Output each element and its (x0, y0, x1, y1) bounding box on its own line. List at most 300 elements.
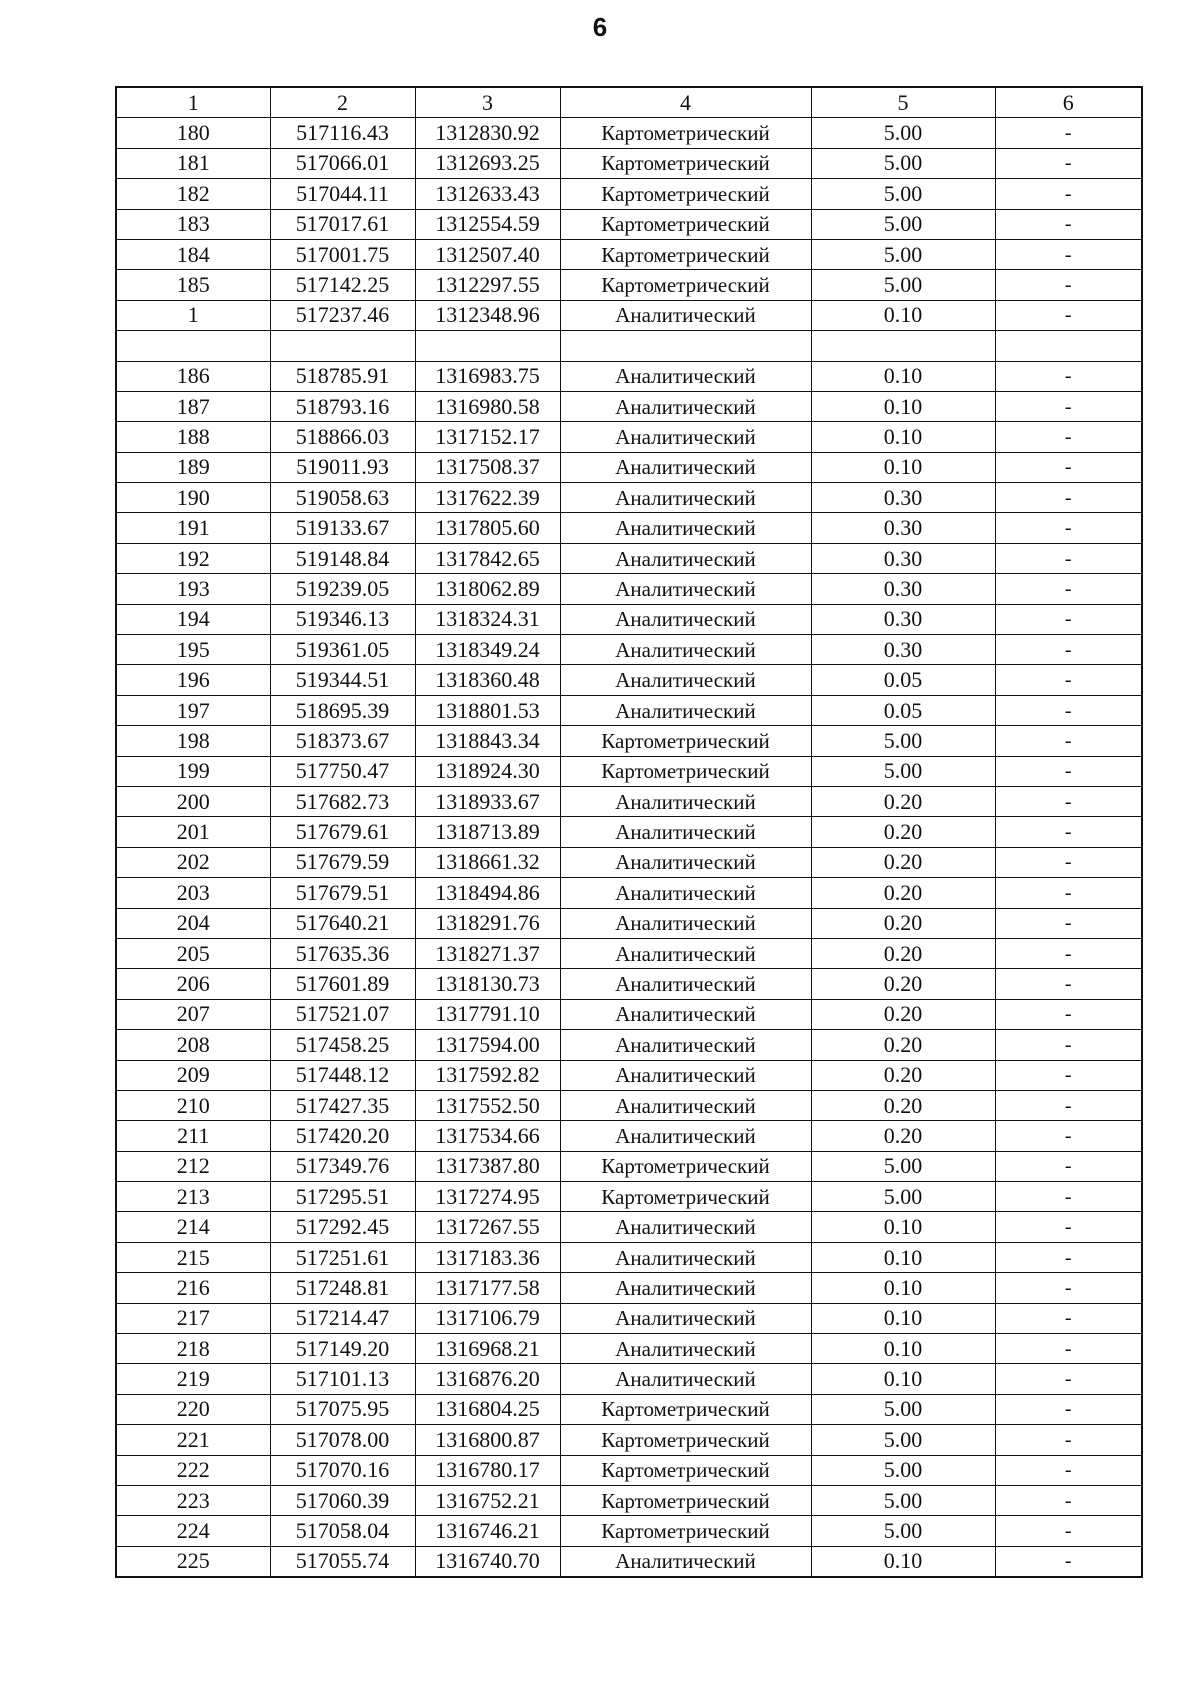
table-row (116, 786, 1142, 816)
table-row (116, 695, 1142, 725)
method-cell: Картометрический (560, 148, 811, 178)
description-cell: - (995, 1303, 1142, 1333)
accuracy-cell: 0.20 (811, 786, 995, 816)
method-cell: Аналитический (560, 1030, 811, 1060)
method-cell: Картометрический (560, 209, 811, 239)
x-coordinate-cell: 519148.84 (270, 543, 415, 573)
method-cell: Аналитический (560, 361, 811, 391)
y-coordinate-cell: 1318924.30 (415, 756, 560, 786)
y-coordinate-cell: 1317552.50 (415, 1090, 560, 1120)
table-row (116, 1334, 1142, 1364)
point-number-cell: 209 (116, 1060, 270, 1090)
method-cell: Картометрический (560, 726, 811, 756)
description-cell: - (995, 1212, 1142, 1242)
x-coordinate-cell: 517635.36 (270, 938, 415, 968)
accuracy-cell: 0.05 (811, 665, 995, 695)
table-row (116, 118, 1142, 148)
table-row (116, 513, 1142, 543)
table-row (116, 1455, 1142, 1485)
x-coordinate-cell: 518373.67 (270, 726, 415, 756)
y-coordinate-cell: 1317106.79 (415, 1303, 560, 1333)
x-coordinate-cell: 518695.39 (270, 695, 415, 725)
y-coordinate-cell: 1318494.86 (415, 878, 560, 908)
description-cell: - (995, 786, 1142, 816)
x-coordinate-cell (270, 331, 415, 361)
point-number-cell: 223 (116, 1485, 270, 1515)
point-number-cell: 216 (116, 1273, 270, 1303)
method-cell: Аналитический (560, 938, 811, 968)
x-coordinate-cell: 517116.43 (270, 118, 415, 148)
accuracy-cell: 5.00 (811, 239, 995, 269)
point-number-cell: 191 (116, 513, 270, 543)
page-number: 6 (592, 12, 608, 42)
method-cell: Аналитический (560, 391, 811, 421)
y-coordinate-cell: 1317274.95 (415, 1182, 560, 1212)
x-coordinate-cell: 517149.20 (270, 1334, 415, 1364)
point-number-cell: 221 (116, 1425, 270, 1455)
y-coordinate-cell: 1316780.17 (415, 1455, 560, 1485)
x-coordinate-cell: 517679.61 (270, 817, 415, 847)
accuracy-cell: 5.00 (811, 118, 995, 148)
description-cell: - (995, 239, 1142, 269)
point-number-cell: 198 (116, 726, 270, 756)
accuracy-cell: 0.10 (811, 1303, 995, 1333)
point-number-cell: 205 (116, 938, 270, 968)
table-row (116, 543, 1142, 573)
accuracy-cell: 0.20 (811, 817, 995, 847)
accuracy-cell: 0.30 (811, 543, 995, 573)
x-coordinate-cell: 517420.20 (270, 1121, 415, 1151)
accuracy-cell: 0.20 (811, 999, 995, 1029)
point-number-cell: 208 (116, 1030, 270, 1060)
y-coordinate-cell: 1312830.92 (415, 118, 560, 148)
x-coordinate-cell: 517066.01 (270, 148, 415, 178)
x-coordinate-cell: 517101.13 (270, 1364, 415, 1394)
point-number-cell: 187 (116, 391, 270, 421)
description-cell: - (995, 483, 1142, 513)
x-coordinate-cell: 519361.05 (270, 635, 415, 665)
method-cell: Аналитический (560, 1121, 811, 1151)
x-coordinate-cell: 517679.59 (270, 847, 415, 877)
point-number-cell: 200 (116, 786, 270, 816)
method-cell: Аналитический (560, 574, 811, 604)
point-number-cell: 184 (116, 239, 270, 269)
accuracy-cell: 5.00 (811, 1151, 995, 1181)
description-cell: - (995, 1242, 1142, 1272)
y-coordinate-cell: 1316746.21 (415, 1516, 560, 1546)
x-coordinate-cell: 519133.67 (270, 513, 415, 543)
y-coordinate-cell: 1317508.37 (415, 452, 560, 482)
x-coordinate-cell: 518866.03 (270, 422, 415, 452)
y-coordinate-cell: 1317842.65 (415, 543, 560, 573)
accuracy-cell: 0.10 (811, 1242, 995, 1272)
point-number-cell: 189 (116, 452, 270, 482)
point-number-cell: 224 (116, 1516, 270, 1546)
method-cell: Картометрический (560, 118, 811, 148)
accuracy-cell: 5.00 (811, 1394, 995, 1424)
y-coordinate-cell: 1316740.70 (415, 1546, 560, 1577)
point-number-cell: 192 (116, 543, 270, 573)
header-row (116, 87, 1142, 118)
description-cell: - (995, 1121, 1142, 1151)
table-row (116, 938, 1142, 968)
accuracy-cell: 0.20 (811, 1121, 995, 1151)
table-row (116, 1182, 1142, 1212)
table-row (116, 361, 1142, 391)
y-coordinate-cell: 1312297.55 (415, 270, 560, 300)
table-row (116, 1242, 1142, 1272)
table-row (116, 1425, 1142, 1455)
header-cell-3: 3 (415, 87, 560, 118)
x-coordinate-cell: 517017.61 (270, 209, 415, 239)
table-row (116, 179, 1142, 209)
accuracy-cell: 0.20 (811, 969, 995, 999)
y-coordinate-cell: 1316752.21 (415, 1485, 560, 1515)
method-cell: Аналитический (560, 300, 811, 330)
point-number-cell: 197 (116, 695, 270, 725)
table-row (116, 726, 1142, 756)
table-row (116, 1090, 1142, 1120)
description-cell: - (995, 1334, 1142, 1364)
method-cell: Картометрический (560, 239, 811, 269)
description-cell: - (995, 270, 1142, 300)
y-coordinate-cell: 1318271.37 (415, 938, 560, 968)
x-coordinate-cell: 517295.51 (270, 1182, 415, 1212)
point-number-cell: 1 (116, 300, 270, 330)
table-row (116, 604, 1142, 634)
y-coordinate-cell: 1318933.67 (415, 786, 560, 816)
accuracy-cell: 0.10 (811, 1546, 995, 1577)
method-cell: Аналитический (560, 847, 811, 877)
point-number-cell: 215 (116, 1242, 270, 1272)
point-number-cell: 211 (116, 1121, 270, 1151)
x-coordinate-cell: 517142.25 (270, 270, 415, 300)
method-cell: Аналитический (560, 1546, 811, 1577)
method-cell: Картометрический (560, 1394, 811, 1424)
accuracy-cell: 0.10 (811, 361, 995, 391)
y-coordinate-cell: 1318324.31 (415, 604, 560, 634)
accuracy-cell: 0.20 (811, 878, 995, 908)
accuracy-cell: 0.10 (811, 1334, 995, 1364)
coordinates-table (115, 86, 1143, 1578)
description-cell: - (995, 1455, 1142, 1485)
x-coordinate-cell: 519344.51 (270, 665, 415, 695)
y-coordinate-cell (415, 331, 560, 361)
description-cell: - (995, 1030, 1142, 1060)
method-cell: Картометрический (560, 1425, 811, 1455)
table-row (116, 817, 1142, 847)
description-cell: - (995, 1151, 1142, 1181)
point-number-cell: 214 (116, 1212, 270, 1242)
description-cell: - (995, 817, 1142, 847)
y-coordinate-cell: 1317177.58 (415, 1273, 560, 1303)
y-coordinate-cell: 1316980.58 (415, 391, 560, 421)
description-cell: - (995, 1060, 1142, 1090)
method-cell: Картометрический (560, 756, 811, 786)
description-cell: - (995, 1425, 1142, 1455)
method-cell: Аналитический (560, 1334, 811, 1364)
description-cell: - (995, 574, 1142, 604)
accuracy-cell: 0.30 (811, 574, 995, 604)
accuracy-cell: 5.00 (811, 1485, 995, 1515)
point-number-cell: 195 (116, 635, 270, 665)
point-number-cell: 212 (116, 1151, 270, 1181)
y-coordinate-cell: 1317791.10 (415, 999, 560, 1029)
y-coordinate-cell: 1318843.34 (415, 726, 560, 756)
description-cell: - (995, 999, 1142, 1029)
y-coordinate-cell: 1318661.32 (415, 847, 560, 877)
description-cell: - (995, 300, 1142, 330)
point-number-cell: 217 (116, 1303, 270, 1333)
description-cell: - (995, 391, 1142, 421)
x-coordinate-cell: 517251.61 (270, 1242, 415, 1272)
table-row (116, 1060, 1142, 1090)
table-row (116, 969, 1142, 999)
point-number-cell: 207 (116, 999, 270, 1029)
y-coordinate-cell: 1316983.75 (415, 361, 560, 391)
y-coordinate-cell: 1318062.89 (415, 574, 560, 604)
x-coordinate-cell: 517237.46 (270, 300, 415, 330)
description-cell: - (995, 1394, 1142, 1424)
y-coordinate-cell: 1318360.48 (415, 665, 560, 695)
x-coordinate-cell: 519011.93 (270, 452, 415, 482)
description-cell: - (995, 148, 1142, 178)
description-cell: - (995, 1364, 1142, 1394)
x-coordinate-cell: 517682.73 (270, 786, 415, 816)
description-cell: - (995, 1182, 1142, 1212)
accuracy-cell: 5.00 (811, 1182, 995, 1212)
accuracy-cell: 5.00 (811, 1425, 995, 1455)
x-coordinate-cell: 517214.47 (270, 1303, 415, 1333)
point-number-cell: 193 (116, 574, 270, 604)
accuracy-cell: 0.10 (811, 300, 995, 330)
y-coordinate-cell: 1317534.66 (415, 1121, 560, 1151)
accuracy-cell: 0.20 (811, 1060, 995, 1090)
table-row (116, 1273, 1142, 1303)
x-coordinate-cell: 517640.21 (270, 908, 415, 938)
table-row (116, 239, 1142, 269)
x-coordinate-cell: 517521.07 (270, 999, 415, 1029)
method-cell: Аналитический (560, 786, 811, 816)
description-cell: - (995, 847, 1142, 877)
method-cell: Аналитический (560, 908, 811, 938)
description-cell: - (995, 756, 1142, 786)
accuracy-cell: 0.05 (811, 695, 995, 725)
accuracy-cell: 5.00 (811, 270, 995, 300)
x-coordinate-cell: 517448.12 (270, 1060, 415, 1090)
method-cell: Картометрический (560, 1151, 811, 1181)
table-row (116, 1121, 1142, 1151)
description-cell: - (995, 604, 1142, 634)
method-cell: Аналитический (560, 878, 811, 908)
x-coordinate-cell: 517427.35 (270, 1090, 415, 1120)
method-cell: Аналитический (560, 969, 811, 999)
table-body (116, 87, 1142, 1577)
point-number-cell (116, 331, 270, 361)
table-row (116, 1212, 1142, 1242)
method-cell: Аналитический (560, 1212, 811, 1242)
accuracy-cell: 0.30 (811, 513, 995, 543)
method-cell: Картометрический (560, 270, 811, 300)
table-row (116, 270, 1142, 300)
x-coordinate-cell: 518793.16 (270, 391, 415, 421)
table-row (116, 1516, 1142, 1546)
y-coordinate-cell: 1318349.24 (415, 635, 560, 665)
method-cell: Аналитический (560, 1242, 811, 1272)
x-coordinate-cell: 517349.76 (270, 1151, 415, 1181)
y-coordinate-cell: 1318713.89 (415, 817, 560, 847)
y-coordinate-cell: 1316968.21 (415, 1334, 560, 1364)
point-number-cell: 182 (116, 179, 270, 209)
method-cell (560, 331, 811, 361)
table-row (116, 1394, 1142, 1424)
method-cell: Аналитический (560, 999, 811, 1029)
table-row (116, 391, 1142, 421)
method-cell: Аналитический (560, 817, 811, 847)
table-row (116, 635, 1142, 665)
y-coordinate-cell: 1312554.59 (415, 209, 560, 239)
header-cell-4: 4 (560, 87, 811, 118)
x-coordinate-cell: 517601.89 (270, 969, 415, 999)
table-row (116, 1303, 1142, 1333)
point-number-cell: 201 (116, 817, 270, 847)
point-number-cell: 202 (116, 847, 270, 877)
accuracy-cell: 0.10 (811, 452, 995, 482)
y-coordinate-cell: 1316800.87 (415, 1425, 560, 1455)
x-coordinate-cell: 519058.63 (270, 483, 415, 513)
y-coordinate-cell: 1312507.40 (415, 239, 560, 269)
x-coordinate-cell: 517058.04 (270, 1516, 415, 1546)
x-coordinate-cell: 517060.39 (270, 1485, 415, 1515)
description-cell: - (995, 513, 1142, 543)
method-cell: Картометрический (560, 1485, 811, 1515)
table-row (116, 756, 1142, 786)
description-cell: - (995, 1516, 1142, 1546)
point-number-cell: 180 (116, 118, 270, 148)
method-cell: Аналитический (560, 422, 811, 452)
y-coordinate-cell: 1318130.73 (415, 969, 560, 999)
accuracy-cell: 5.00 (811, 1516, 995, 1546)
accuracy-cell: 0.20 (811, 847, 995, 877)
point-number-cell: 219 (116, 1364, 270, 1394)
accuracy-cell (811, 331, 995, 361)
accuracy-cell: 5.00 (811, 726, 995, 756)
description-cell: - (995, 422, 1142, 452)
method-cell: Аналитический (560, 635, 811, 665)
header-cell-6: 6 (995, 87, 1142, 118)
method-cell: Аналитический (560, 604, 811, 634)
point-number-cell: 203 (116, 878, 270, 908)
description-cell: - (995, 695, 1142, 725)
x-coordinate-cell: 517679.51 (270, 878, 415, 908)
method-cell: Аналитический (560, 543, 811, 573)
point-number-cell: 196 (116, 665, 270, 695)
point-number-cell: 222 (116, 1455, 270, 1485)
y-coordinate-cell: 1312693.25 (415, 148, 560, 178)
y-coordinate-cell: 1312348.96 (415, 300, 560, 330)
table-row (116, 483, 1142, 513)
y-coordinate-cell: 1317594.00 (415, 1030, 560, 1060)
description-cell (995, 331, 1142, 361)
x-coordinate-cell: 517750.47 (270, 756, 415, 786)
accuracy-cell: 0.10 (811, 1212, 995, 1242)
y-coordinate-cell: 1317387.80 (415, 1151, 560, 1181)
description-cell: - (995, 118, 1142, 148)
description-cell: - (995, 938, 1142, 968)
y-coordinate-cell: 1318801.53 (415, 695, 560, 725)
description-cell: - (995, 665, 1142, 695)
y-coordinate-cell: 1317183.36 (415, 1242, 560, 1272)
point-number-cell: 225 (116, 1546, 270, 1577)
description-cell: - (995, 878, 1142, 908)
accuracy-cell: 5.00 (811, 756, 995, 786)
method-cell: Аналитический (560, 483, 811, 513)
y-coordinate-cell: 1316804.25 (415, 1394, 560, 1424)
point-number-cell: 206 (116, 969, 270, 999)
method-cell: Аналитический (560, 513, 811, 543)
point-number-cell: 210 (116, 1090, 270, 1120)
point-number-cell: 183 (116, 209, 270, 239)
separator-row (116, 331, 1142, 361)
x-coordinate-cell: 517292.45 (270, 1212, 415, 1242)
accuracy-cell: 0.30 (811, 635, 995, 665)
x-coordinate-cell: 517075.95 (270, 1394, 415, 1424)
x-coordinate-cell: 518785.91 (270, 361, 415, 391)
y-coordinate-cell: 1312633.43 (415, 179, 560, 209)
table-row (116, 665, 1142, 695)
method-cell: Аналитический (560, 1364, 811, 1394)
table-row (116, 1546, 1142, 1577)
method-cell: Аналитический (560, 1273, 811, 1303)
table-row (116, 847, 1142, 877)
method-cell: Аналитический (560, 1303, 811, 1333)
accuracy-cell: 5.00 (811, 209, 995, 239)
method-cell: Картометрический (560, 179, 811, 209)
table-row (116, 1151, 1142, 1181)
accuracy-cell: 0.10 (811, 1273, 995, 1303)
description-cell: - (995, 209, 1142, 239)
y-coordinate-cell: 1317622.39 (415, 483, 560, 513)
description-cell: - (995, 908, 1142, 938)
method-cell: Аналитический (560, 665, 811, 695)
table-row (116, 999, 1142, 1029)
y-coordinate-cell: 1316876.20 (415, 1364, 560, 1394)
header-cell-1: 1 (116, 87, 270, 118)
description-cell: - (995, 179, 1142, 209)
table-row (116, 908, 1142, 938)
accuracy-cell: 0.20 (811, 1030, 995, 1060)
point-number-cell: 194 (116, 604, 270, 634)
y-coordinate-cell: 1318291.76 (415, 908, 560, 938)
point-number-cell: 181 (116, 148, 270, 178)
x-coordinate-cell: 517458.25 (270, 1030, 415, 1060)
method-cell: Картометрический (560, 1516, 811, 1546)
point-number-cell: 190 (116, 483, 270, 513)
method-cell: Аналитический (560, 452, 811, 482)
accuracy-cell: 0.10 (811, 422, 995, 452)
accuracy-cell: 0.20 (811, 938, 995, 968)
point-number-cell: 199 (116, 756, 270, 786)
x-coordinate-cell: 517055.74 (270, 1546, 415, 1577)
accuracy-cell: 0.30 (811, 483, 995, 513)
point-number-cell: 204 (116, 908, 270, 938)
method-cell: Картометрический (560, 1182, 811, 1212)
accuracy-cell: 0.10 (811, 391, 995, 421)
accuracy-cell: 5.00 (811, 179, 995, 209)
description-cell: - (995, 1546, 1142, 1577)
table-row (116, 148, 1142, 178)
method-cell: Аналитический (560, 1060, 811, 1090)
